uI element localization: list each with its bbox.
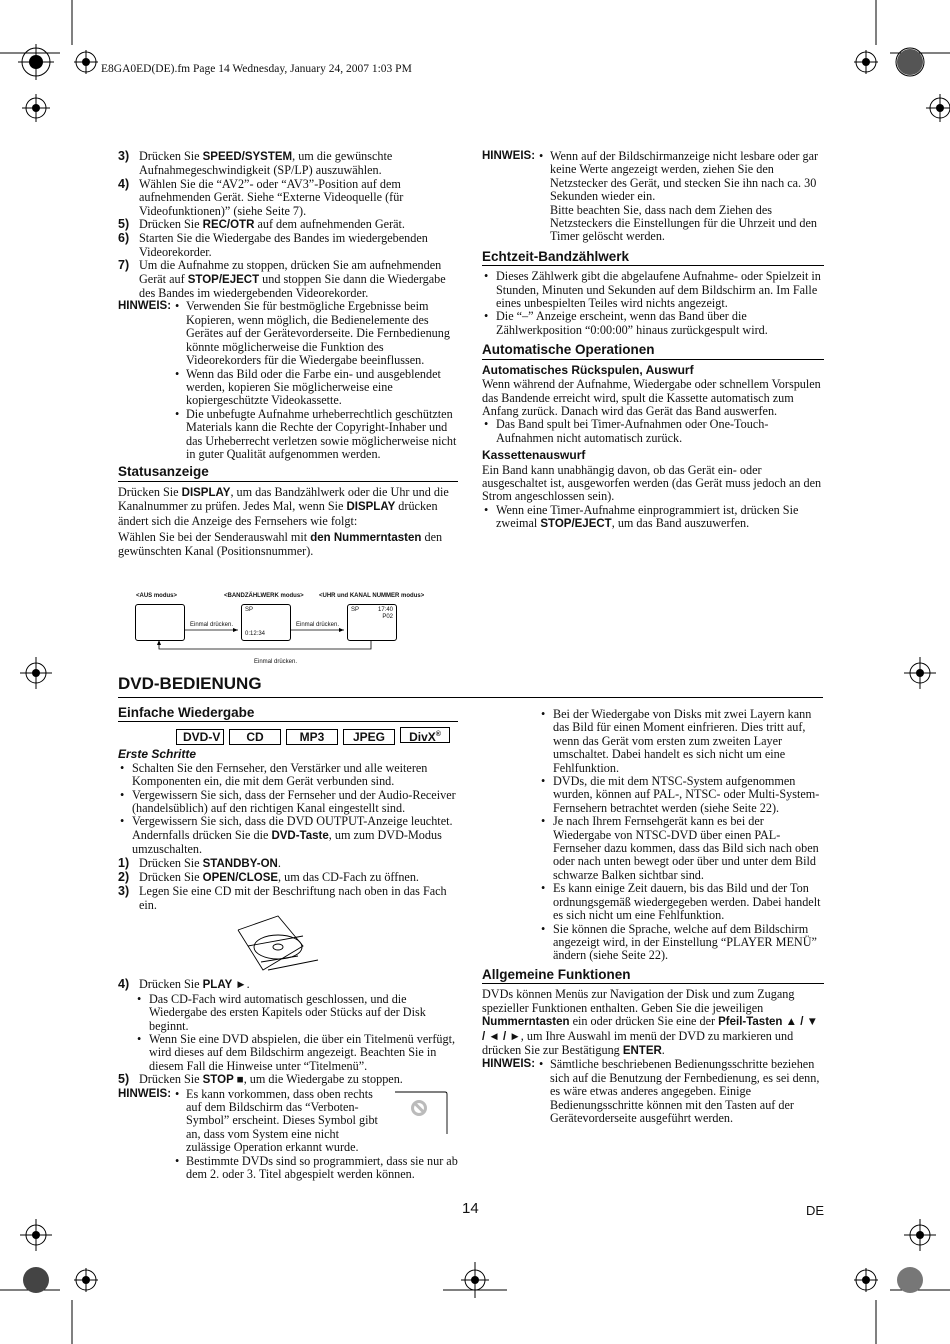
disc-types bbox=[176, 727, 458, 745]
erste-bullet: • Schalten Sie den Fernseher, den Verstärker und alle weiteren Komponenten ein, die mit dem Gerät verbunden sind. bbox=[118, 762, 458, 789]
right-column-top bbox=[482, 150, 824, 532]
rueckspulen-bullet: • Das Band spult bei Timer-Aufnahmen oder One-Touch-Aufnahmen nicht automatisch zurück. bbox=[482, 418, 824, 445]
disc-dvd-v: DVD-V bbox=[176, 729, 224, 745]
erste-schritte-heading: Erste Schritte bbox=[118, 747, 197, 762]
disc-tray-illustration bbox=[118, 912, 458, 978]
allgemeine-heading: Allgemeine Funktionen bbox=[482, 968, 824, 984]
dvd-right-bullet: • Bei der Wiedergabe von Disks mit zwei Layern kann das Bild für einen Moment einfrieren. Dies tritt auf, wenn das Gerät vom ersten zum zweiten Layer umschaltet. Dabei handelt es sich nicht um eine Fehlfunktion. bbox=[539, 708, 824, 775]
status-paragraph-2: Wählen Sie bei der Senderauswahl mit den Nummerntasten den gewünschten Kanal (Positionsnummer). bbox=[118, 529, 443, 559]
diagram-arrows bbox=[130, 588, 440, 668]
press-label-3: Einmal drücken. bbox=[254, 659, 298, 665]
statusanzeige-heading: Statusanzeige bbox=[118, 465, 458, 481]
screen-clock: SP 17:40 P02 bbox=[347, 604, 397, 641]
mode-clock-label: <UHR und KANAL NUMMER modus> bbox=[319, 593, 425, 599]
left-column-top bbox=[118, 150, 458, 559]
press-label-1: Einmal drücken. bbox=[190, 622, 234, 628]
step-5: 5) Drücken Sie REC/OTR auf dem aufnehmenden Gerät. bbox=[118, 217, 405, 232]
dvd-step-1: 1) Drücken Sie STANDBY-ON. bbox=[118, 855, 281, 870]
kassettenauswurf-paragraph: Ein Band kann unabhängig davon, ob das Gerät ein- oder ausgeschaltet ist, ausgeworfen werden (das Gerät muss jedoch an den Strom angeschlossen sein). bbox=[482, 462, 822, 504]
step-4-sub: • Wenn Sie eine DVD abspielen, die über ein Titelmenü verfügt, wird dieses auf dem Bildschirm angezeigt. Beachten Sie in diesem Fall die Hinweise unter “Titelmenü”. bbox=[135, 1033, 458, 1073]
disc-jpeg: JPEG bbox=[343, 729, 395, 745]
dvd-hinweis: HINWEIS: • Es kann vorkommen, dass oben rechts auf dem Bildschirm das “Verboten-Symbol” erscheint. Dieses Symbol gibt an, dass vom System eine nicht zulässige Operation erkannt wurde. • Bestimmte DVDs sind so programmiert, dass sie nur ab dem 2. oder 3. Titel abgespielt werden können. bbox=[118, 1088, 458, 1182]
note-block: HINWEIS: • Verwenden Sie für bestmögliche Ergebnisse beim Kopieren, wenn möglich, die Bedienelemente des Gerätes auf der Gerätevorderseite. Die Fernbedienung könnte möglicherweise die Funktion des Videorekorders für die Wiedergabe beeinflussen. • Wenn das Bild oder die Farbe ein- und ausgeblendet werden, kopieren Sie möglicherweise eine kopiergeschützte Videokassette. • Die unbefugte Aufnahme urheberrechtlich geschützten Materials kann die Rechte der Copyright-Inhaber und das Urheberrecht verletzen sowie möglicherweise nicht in guter Qualität aufgenommen werden. bbox=[118, 300, 458, 461]
allgemeine-hinweis: HINWEIS: • Sämtliche beschriebenen Bedienungsschritte beziehen sich auf die Benutzung der Fernbedienung, es sei denn, es wäre etwas anderes angegeben. Einige Bedienungsschritte können mit den Tasten auf der Gerätevorderseite ausgeführt werden. bbox=[482, 1058, 824, 1125]
press-label-2: Einmal drücken. bbox=[296, 622, 340, 628]
step-4: 4) Wählen Sie die “AV2”- oder “AV3”-Position auf dem aufnehmenden Gerät. Siehe “Externe Videoquelle (für Videofunktionen)” (siehe Seite 7). bbox=[118, 176, 404, 218]
step-3: 3) Drücken Sie SPEED/SYSTEM, um die gewünschte Aufnahmegeschwindigkeit (SP/LP) auszuwählen. bbox=[118, 149, 393, 178]
dvd-step-3: 3) Legen Sie eine CD mit der Beschriftung nach oben in das Fach ein. bbox=[118, 884, 447, 912]
section-divider bbox=[118, 697, 823, 698]
dvd-step-2: 2) Drücken Sie OPEN/CLOSE, um das CD-Fach zu öffnen. bbox=[118, 870, 419, 885]
mode-off-label: <AUS modus> bbox=[136, 593, 178, 599]
mode-counter-label: <BANDZÄHLWERK modus> bbox=[224, 593, 304, 599]
erste-bullet: • Vergewissern Sie sich, dass der Fernseher und der Audio-Receiver (handelsüblich) auf den richtigen Kanal eingestellt sind. bbox=[118, 789, 458, 816]
file-info: E8GA0ED(DE).fm Page 14 Wednesday, January 24, 2007 1:03 PM bbox=[101, 63, 412, 75]
kassettenauswurf-bullet: • Wenn eine Timer-Aufnahme einprogrammiert ist, drücken Sie zweimal STOP/EJECT, um das Band auszuwerfen. bbox=[482, 504, 824, 532]
page-number: 14 bbox=[462, 1200, 479, 1217]
echtzeit-bullet: • Dieses Zählwerk gibt die abgelaufene Aufnahme- oder Spielzeit in Stunden, Minuten und Sekunden auf dem Bildschirm an. Im Falle eines unbespielten Teiles wird nichts angezeigt. bbox=[482, 270, 824, 310]
dvd-right-bullet: • DVDs, die mit dem NTSC-System aufgenommen wurden, können auf PAL-, NTSC- oder Multi-System-Fernsehern betrachtet werden (siehe Seite 22). bbox=[539, 775, 824, 815]
allgemeine-paragraph: DVDs können Menüs zur Navigation der Disk und zum Zugang spezieller Funktionen enthalten. Geben Sie die jeweiligen Nummerntasten ein oder drücken Sie eine der Pfeil-Tasten ▲ / ▼ / ◄ / ►, um Ihre Auswahl im menü der DVD zu markieren und drücken Sie zur Bestätigung ENTER. bbox=[482, 987, 818, 1058]
step-7: 7) Um die Aufnahme zu stoppen, drücken Sie am aufnehmenden Gerät auf STOP/EJECT und stoppen Sie dann die Wiedergabe des Bandes im wiedergebenden Videorekorder. bbox=[118, 258, 446, 301]
disc-divx: DivX® bbox=[400, 727, 450, 743]
hinweis-reset: HINWEIS: • Wenn auf der Bildschirmanzeige nicht lesbare oder gar keine Werte angezeigt werden, ziehen Sie den Netzstecker des Gerät, und stecken Sie ihn nach ca. 30 Sekunden wieder ein. Bitte beachten Sie, dass nach dem Ziehen des Netzsteckers die Einstellungen für die Uhrzeit und den Timer gelöscht werden. bbox=[482, 150, 824, 244]
dvd-right-bullet: • Je nach Ihrem Fernsehgerät kann es bei der Wiedergabe von NTSC-DVD über einen PAL-Fernseher dazu kommen, dass das Bild sich nach oben oder nach unten bewegt oder über und unter dem Bild schwarze Balken sichtbar sind. bbox=[539, 815, 824, 882]
allgemeine-block bbox=[482, 962, 824, 1125]
auto-operations-heading: Automatische Operationen bbox=[482, 343, 824, 359]
screen-counter: SP 0:12:34 bbox=[241, 604, 291, 641]
display-mode-diagram bbox=[130, 588, 440, 668]
prohibited-icon-box bbox=[393, 1090, 447, 1135]
disc-mp3: MP3 bbox=[286, 729, 338, 745]
step-6: 6) Starten Sie die Wiedergabe des Bandes im wiedergebenden Videorekorder. bbox=[118, 231, 428, 259]
echtzeit-heading: Echtzeit-Bandzählwerk bbox=[482, 250, 824, 266]
dvd-step-4: 4) Drücken Sie PLAY ►. bbox=[118, 977, 250, 992]
dvd-right-bullet: • Sie können die Sprache, welche auf dem Bildschirm angezeigt wird, in der Einstellung “PLAYER MENÜ” ändern (siehe Seite 22). bbox=[539, 923, 824, 963]
step-4-sub: • Das CD-Fach wird automatisch geschlossen, und die Wiedergabe des ersten Kapitels oder Stücks auf der Disk beginnt. bbox=[135, 993, 458, 1033]
right-column-dvd bbox=[539, 708, 824, 963]
disc-cd: CD bbox=[229, 729, 281, 745]
dvd-step-5: 5) Drücken Sie STOP ■, um die Wiedergabe zu stoppen. bbox=[118, 1072, 403, 1087]
erste-bullet: • Vergewissern Sie sich, dass die DVD OUTPUT-Anzeige leuchtet. Andernfalls drücken Sie die DVD-Taste, um zum DVD-Modus umzuschalten. bbox=[118, 815, 458, 856]
echtzeit-bullet: • Die “–” Anzeige erscheint, wenn das Band über die Zählwerkposition “0:00:00” hinaus zurückgespult wird. bbox=[482, 310, 824, 337]
kassettenauswurf-heading: Kassettenauswurf bbox=[482, 448, 586, 463]
dvd-section-title: DVD-BEDIENUNG bbox=[118, 674, 262, 693]
rueckspulen-paragraph: Wenn während der Aufnahme, Wiedergabe oder schnellem Vorspulen das Bandende erreicht wird, spult die Kassette automatisch zum Anfang zurück. Danach wird das Gerät das Band auswerfen. bbox=[482, 377, 821, 418]
status-paragraph-1: Drücken Sie DISPLAY, um das Bandzählwerk oder die Uhr und die Kanalnummer zu prüfen. Jedes Mal, wenn Sie DISPLAY drücken ändert sich die Anzeige des Fernsehers wie folgt: bbox=[118, 484, 449, 528]
language-tag: DE bbox=[806, 1203, 825, 1218]
einfache-wiedergabe-heading: Einfache Wiedergabe bbox=[118, 706, 458, 722]
dvd-right-bullet: • Es kann einige Zeit dauern, bis das Bild und der Ton ordnungsgemäß wiedergegeben werden. Dabei handelt es sich nicht um eine Fehlfunktion. bbox=[539, 882, 824, 922]
rueckspulen-heading: Automatisches Rückspulen, Auswurf bbox=[482, 362, 694, 377]
